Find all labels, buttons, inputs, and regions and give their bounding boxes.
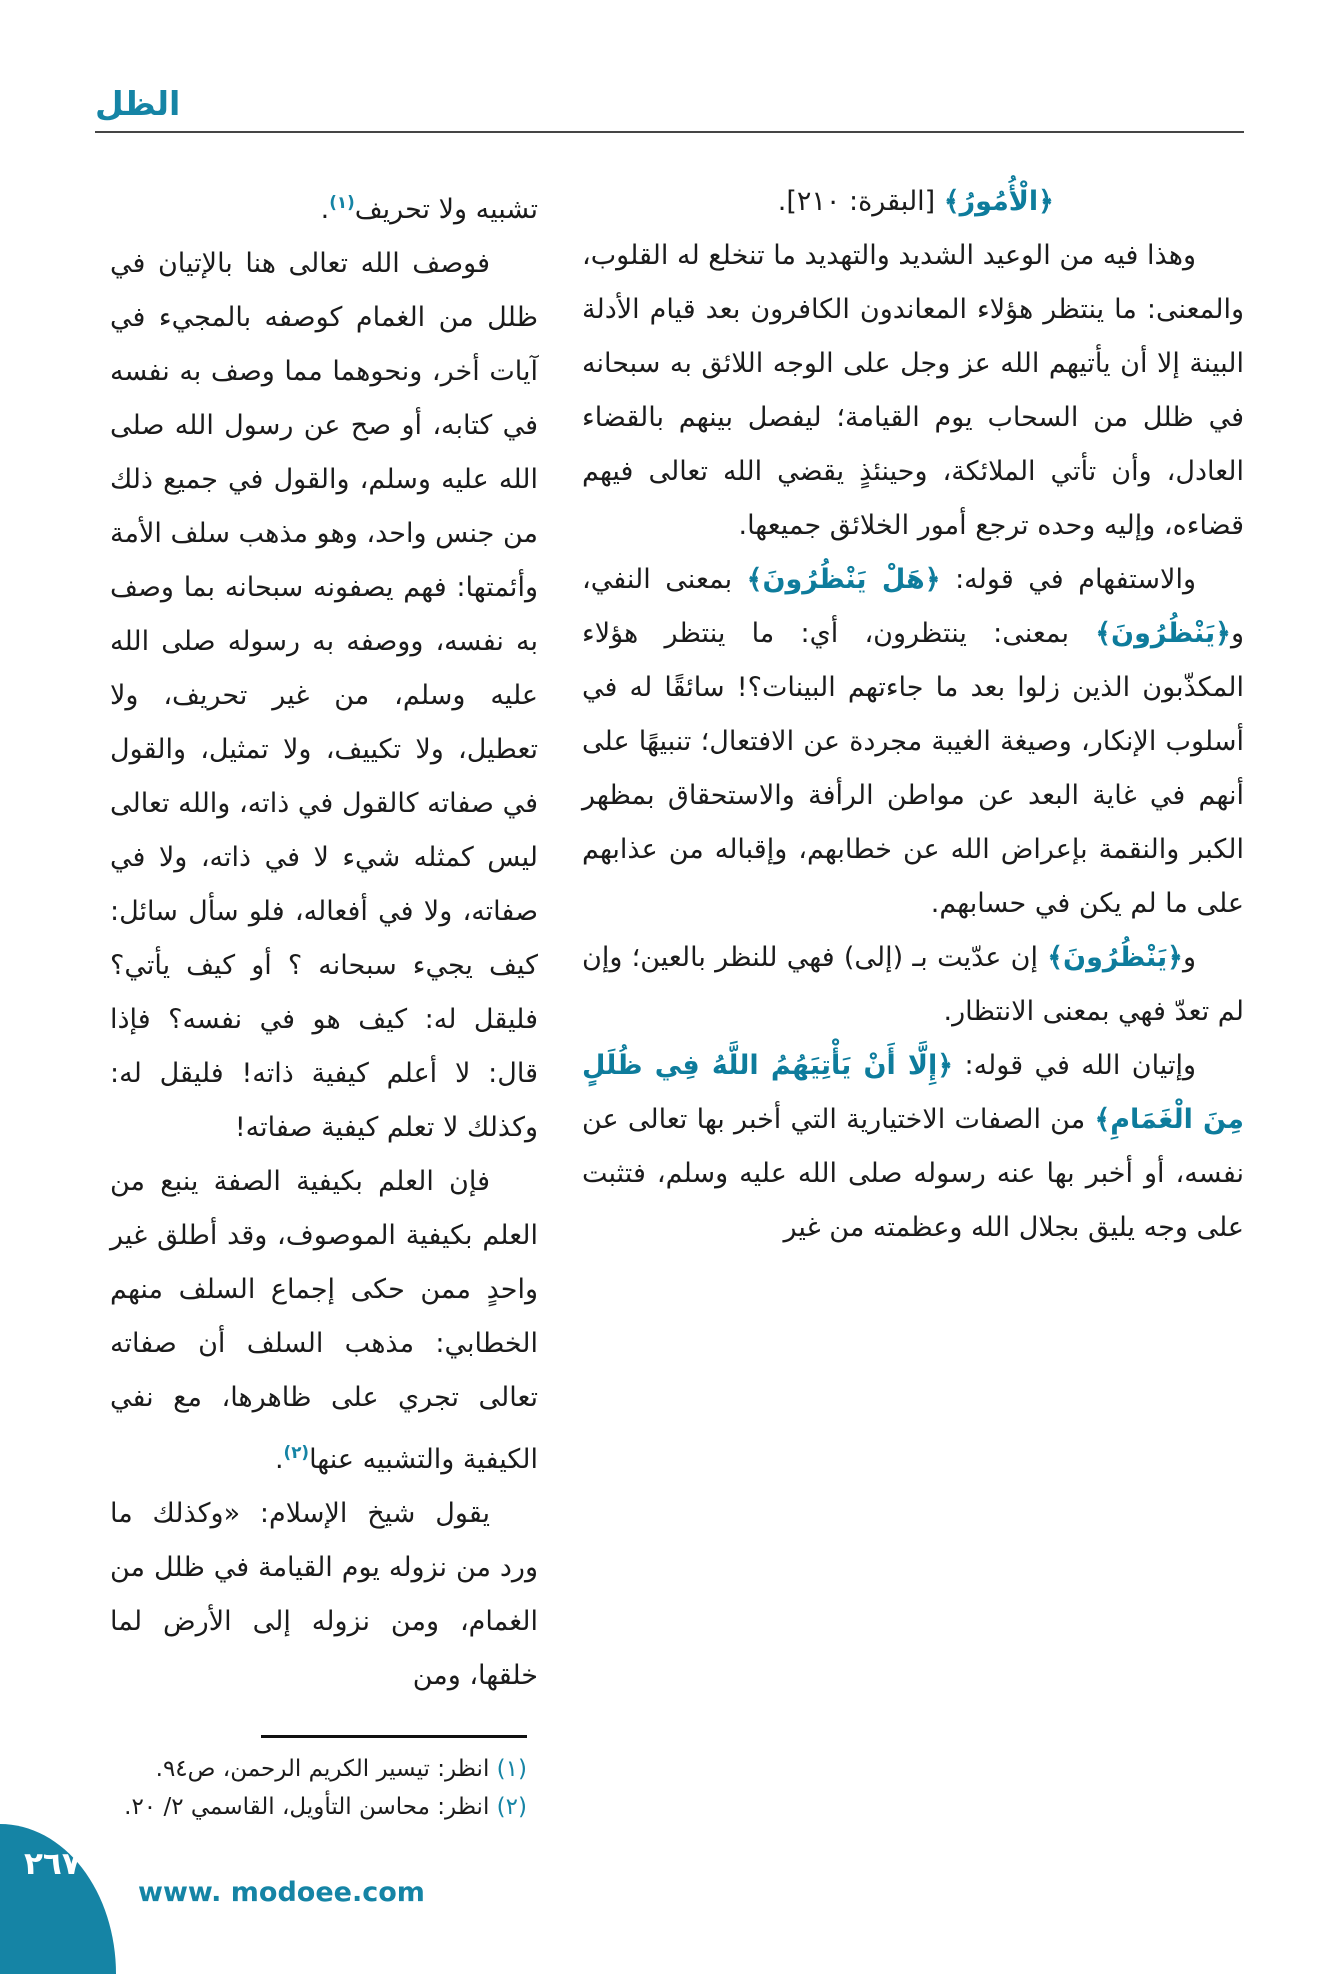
- text-segment: وإتيان الله في قوله:: [953, 1050, 1197, 1081]
- text-columns: [0, 175, 1339, 1703]
- footnote-ref: (٢): [283, 1442, 310, 1462]
- paragraph: [582, 1039, 1244, 1255]
- quran-quote: ﴿يَنْظُرُونَ﴾: [1095, 618, 1231, 649]
- paragraph: [582, 931, 1244, 1039]
- page-number: ٢٦٧: [24, 1846, 81, 1882]
- quran-quote: ﴿الْأُمُورُ﴾: [943, 186, 1054, 217]
- text-segment: إن عدّيت بـ (إلى) فهي للنظر بالعين؛ وإن لم تعدّ فهي بمعنى الانتظار.: [582, 942, 1244, 1027]
- text-segment: والاستفهام في قوله:: [940, 564, 1196, 595]
- footnote: [95, 1788, 527, 1826]
- footnote-number: (٢): [489, 1794, 527, 1820]
- website-text: www. modoee.com: [138, 1877, 425, 1908]
- text-segment: [البقرة: ٢١٠].: [777, 186, 944, 217]
- paragraph: [582, 229, 1244, 553]
- paragraph: [110, 175, 538, 237]
- text-segment: تشبيه ولا تحريف: [354, 194, 538, 225]
- paragraph: [110, 237, 538, 1155]
- text-segment: من الصفات الاختيارية التي أخبر بها تعالى عن نفسه، أو أخبر بها عنه رسوله صلى الله عليه وسلم، فتثبت على وجه يليق بجلال الله وعظمته من غير: [582, 1104, 1244, 1243]
- footnote-text: انظر: محاسن التأويل، القاسمي ٢/ ٢٠.: [124, 1794, 490, 1820]
- text-segment: بمعنى النفي، و: [582, 564, 1244, 649]
- text-segment: فإن العلم بكيفية الصفة ينبع من العلم بكيفية الموصوف، وقد أطلق غير واحدٍ ممن حكى إجماع السلف منهم الخطابي: مذهب السلف أن صفاته تعالى تجري على ظاهرها، مع نفي الكيفية والتشبيه عنها: [110, 1166, 538, 1475]
- text-segment: يقول شيخ الإسلام: «وكذلك ما ورد من نزوله يوم القيامة في ظلل من الغمام، ومن نزوله إلى الأرض لما خلقها، ومن: [110, 1498, 538, 1691]
- right-column: [582, 175, 1244, 1255]
- paragraph: [110, 1155, 538, 1487]
- text-segment: بمعنى: ينتظرون، أي: ما ينتظر هؤلاء المكذّبون الذين زلوا بعد ما جاءتهم البينات؟! سائقًا له في أسلوب الإنكار، وصيغة الغيبة مجردة عن الافتعال؛ تنبيهًا على أنهم في غاية البعد عن مواطن الرأفة والاستحقاق بمظهر الكبر والنقمة بإعراض الله عن خطابهم، وإقباله من عذابهم على ما لم يكن في حسابهم.: [582, 618, 1244, 919]
- footnote-divider: [261, 1735, 527, 1738]
- text-segment: و: [1182, 942, 1196, 973]
- footnote-ref: (١): [329, 192, 355, 212]
- page-header: [95, 84, 1244, 133]
- quran-quote: ﴿هَلْ يَنْظُرُونَ﴾: [746, 564, 941, 595]
- footnote: [95, 1750, 527, 1788]
- text-segment: وهذا فيه من الوعيد الشديد والتهديد ما تنخلع له القلوب، والمعنى: ما ينتظر هؤلاء المعاندون الكافرون بعد قيام الأدلة البينة إلا أن يأتيهم الله عز وجل على الوجه اللائق به سبحانه في ظلل من السحاب يوم القيامة؛ ليفصل بينهم بالقضاء العادل، وأن تأتي الملائكة، وحينئذٍ يقضي الله تعالى فيهم قضاءه، وإليه وحده ترجع أمور الخلائق جميعها.: [582, 240, 1244, 541]
- text-segment: فوصف الله تعالى هنا بالإتيان في ظلل من الغمام كوصفه بالمجيء في آيات أخر، ونحوهما مما وصف به نفسه في كتابه، أو صح عن رسول الله صلى الله عليه وسلم، والقول في جميع ذلك من جنس واحد، وهو مذهب سلف الأمة وأئمتها: فهم يصفونه سبحانه بما وصف به نفسه، ووصفه به رسوله صلى الله عليه وسلم، من غير تحريف، ولا تعطيل، ولا تكييف، ولا تمثيل، والقول في صفاته كالقول في ذاته، والله تعالى ليس كمثله شيء لا في ذاته، ولا في صفاته، ولا في أفعاله، فلو سأل سائل: كيف يجيء سبحانه ؟ أو كيف يأتي؟ فليقل له: كيف هو في نفسه؟ فإذا قال: لا أعلم كيفية ذاته! فليقل له: وكذلك لا تعلم كيفية صفاته!: [110, 248, 538, 1143]
- footnote-text: انظر: تيسير الكريم الرحمن، ص٩٤.: [155, 1756, 490, 1782]
- paragraph: [582, 553, 1244, 931]
- paragraph: [582, 175, 1244, 229]
- quran-quote: ﴿إِلَّا أَنْ يَأْتِيَهُمُ اللَّهُ فِي ظُلَلٍ مِنَ الْغَمَامِ﴾: [582, 1050, 1244, 1135]
- footnote-number: (١): [489, 1756, 527, 1782]
- footnote-list: [95, 1750, 527, 1826]
- text-segment: .: [274, 1444, 284, 1475]
- running-head-title: الظل: [95, 84, 181, 123]
- quran-quote: ﴿يَنْظُرُونَ﴾: [1047, 942, 1183, 973]
- footnotes-section: [95, 1735, 527, 1826]
- left-column: [110, 175, 538, 1703]
- paragraph: [110, 1487, 538, 1703]
- text-segment: .: [320, 194, 330, 225]
